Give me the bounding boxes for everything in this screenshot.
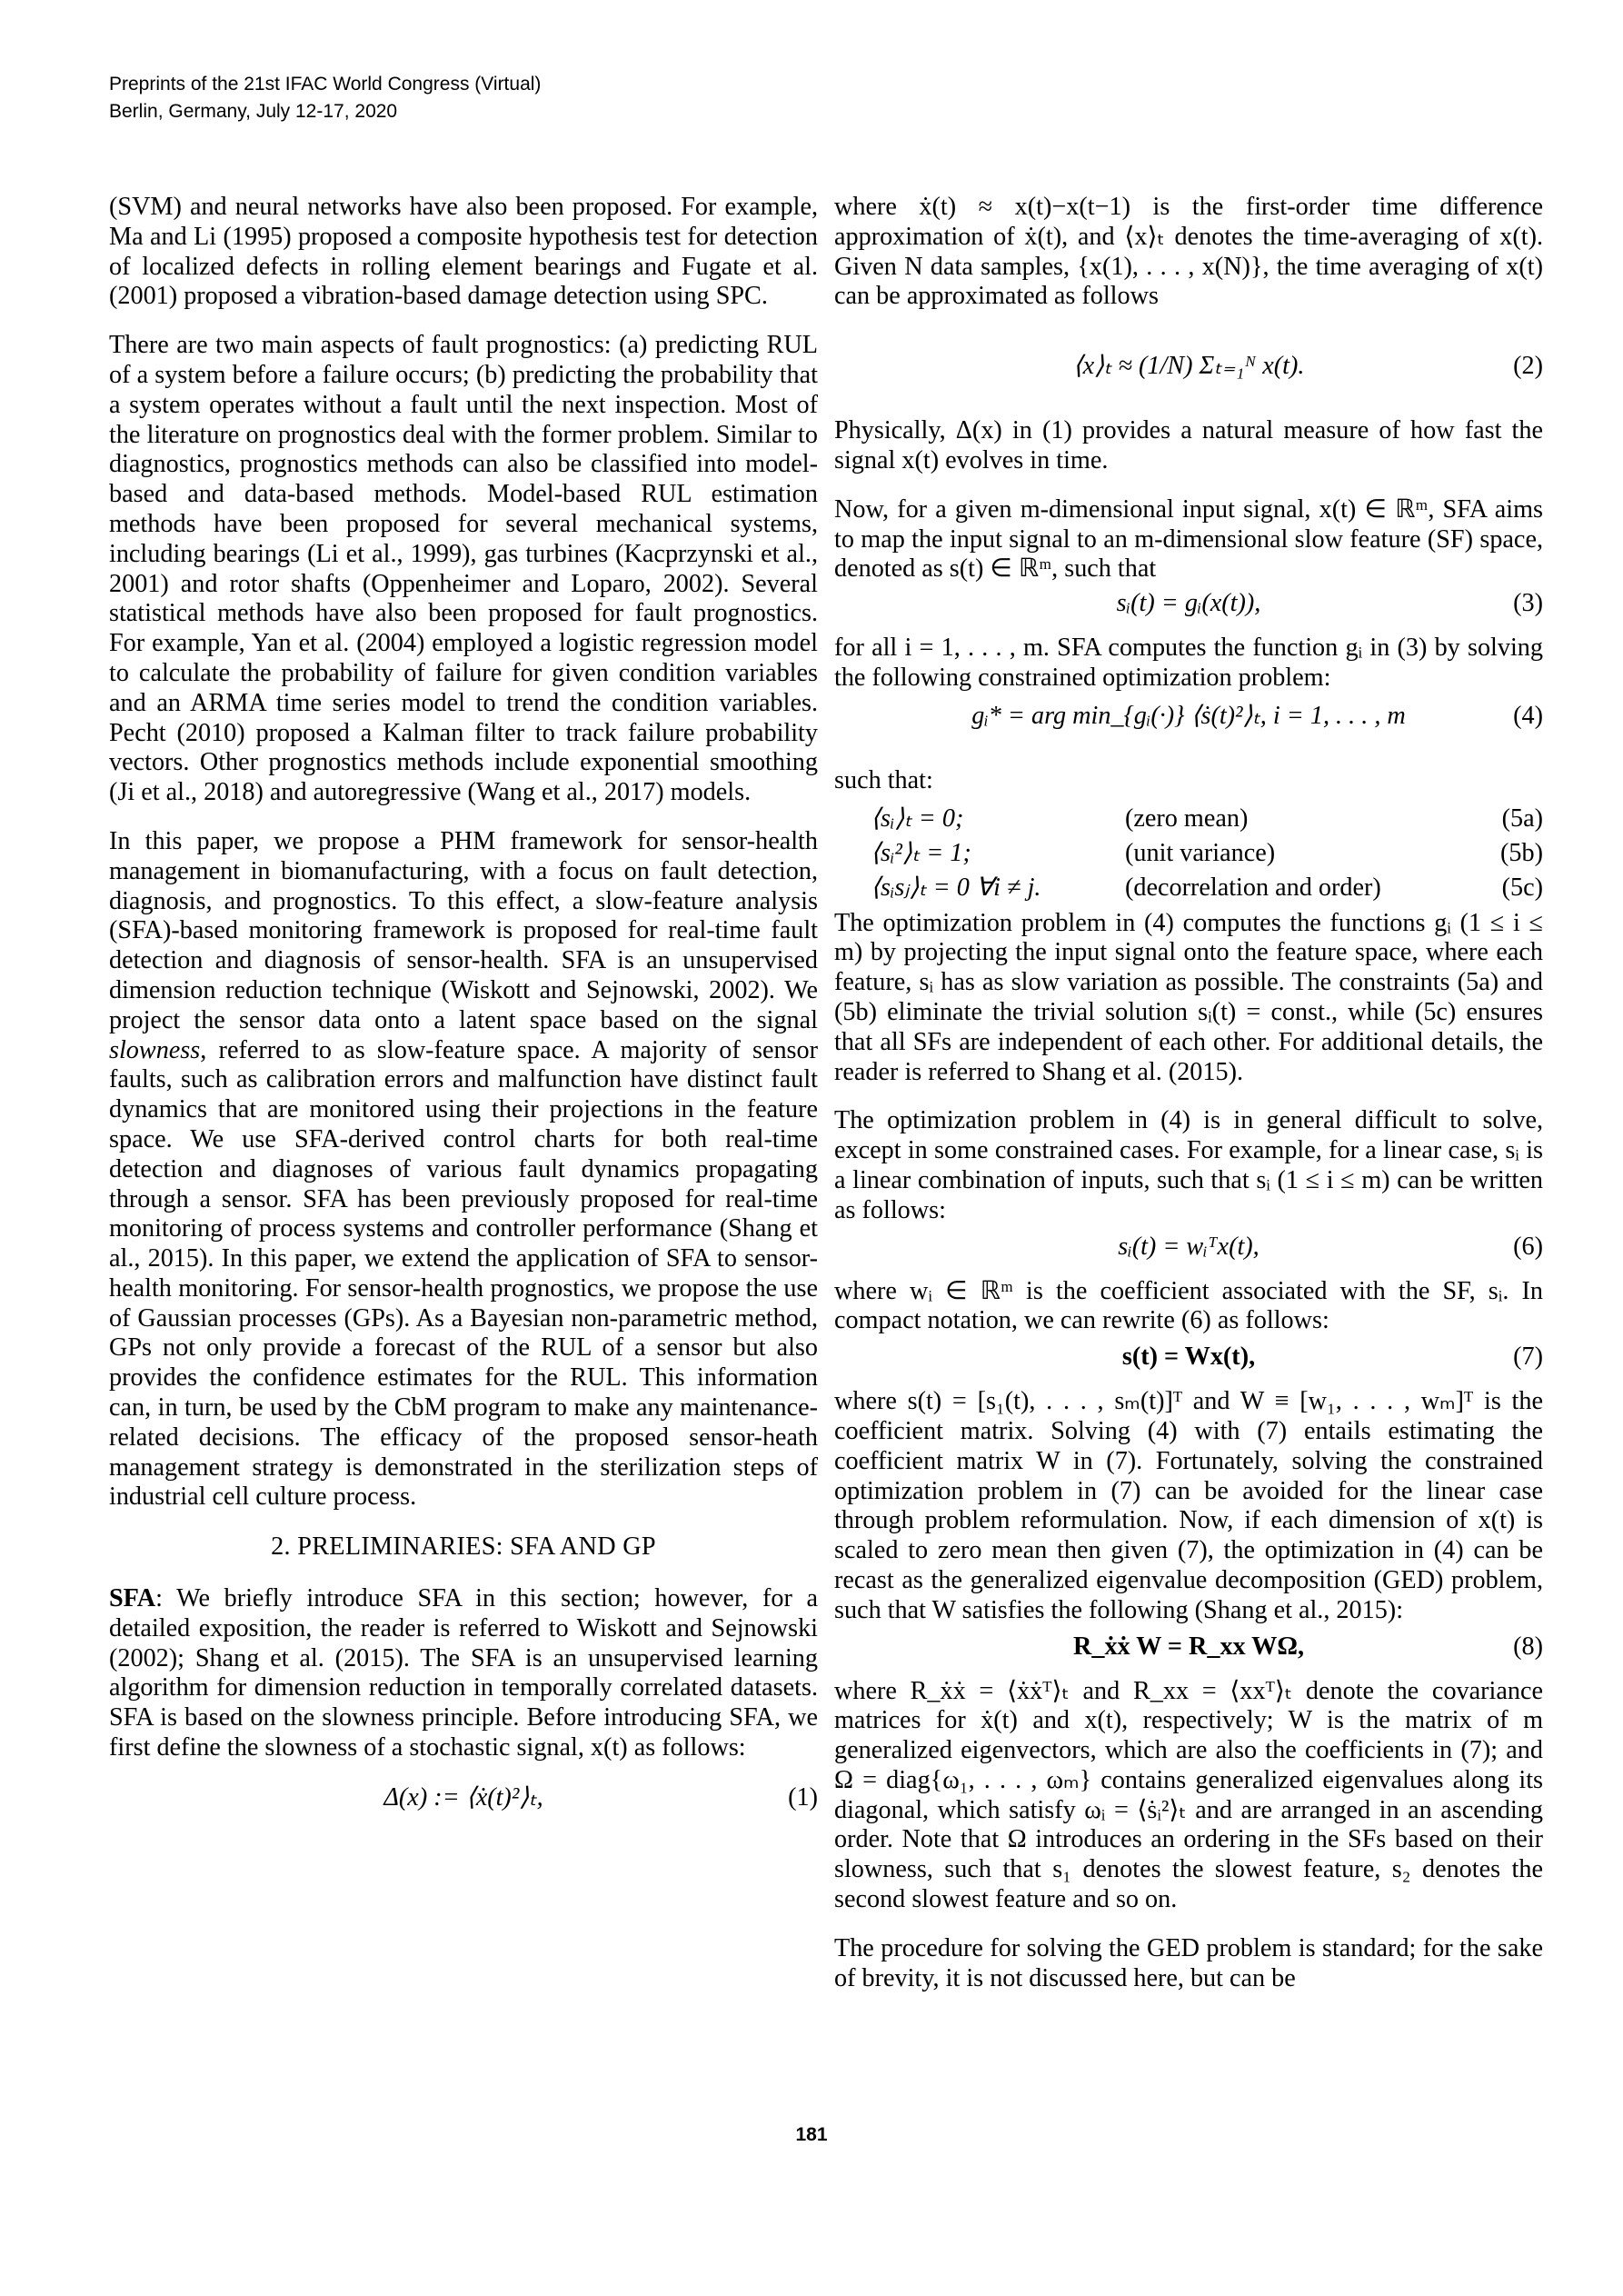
equation-number: (2) xyxy=(1513,352,1543,381)
paragraph: where wᵢ ∈ ℝᵐ is the coefficient associated with the SF, sᵢ. In compact notation, we can rewrite (6) as follows: xyxy=(834,1276,1543,1335)
constraint-5c: ⟨sᵢsⱼ⟩ₜ = 0 ∀i ≠ j. (decorrelation and order) (5c) xyxy=(871,873,1543,902)
paragraph: where s(t) = [s₁(t), . . . , sₘ(t)]ᵀ and W ≡ [w₁, . . . , wₘ]ᵀ is the coefficient matrix. Solving (4) with (7) entails estimating the coefficient matrix W in (7). Fortunately, solving the constrained optimization problem in (7) can be avoided for the linear case through problem reformulation. Now, if each dimension of x(t) is scaled to zero mean then given (7), the optimization in (4) can be recast as the generalized eigenvalue decomposition (GED) problem, such that W satisfies the following (Shang et al., 2015): xyxy=(834,1387,1543,1624)
section-heading: 2. PRELIMINARIES: SFA AND GP xyxy=(271,1532,656,1562)
paragraph: The optimization problem in (4) is in general difficult to solve, except in some constrained cases. For example, for a linear case, sᵢ is a linear combination of inputs, such that sᵢ (1 ≤ i ≤ m) can be written as follows: xyxy=(834,1106,1543,1224)
left-column xyxy=(109,193,818,1828)
equation-4: gᵢ* = arg min_{gᵢ(·)} ⟨ṡ(t)²⟩ₜ, i = 1, . . . , m (4) xyxy=(971,701,1543,730)
paragraph: Now, for a given m-dimensional input signal, x(t) ∈ ℝᵐ, SFA aims to map the input signal to an m-dimensional slow feature (SF) space, denoted as s(t) ∈ ℝᵐ, such that xyxy=(834,494,1543,584)
equation-number: (1) xyxy=(788,1782,818,1812)
paragraph: where R_ẋẋ = ⟨ẋẋᵀ⟩ₜ and R_xx = ⟨xxᵀ⟩ₜ denote the covariance matrices for ẋ(t) and x(t), respectively; W is the matrix of m generalized eigenvectors, which are also the coefficients in (7); and Ω = diag{ω₁, . . . , ωₘ} contains generalized eigenvalues along its diagonal, which satisfy ωᵢ = ⟨ṡᵢ²⟩ₜ and are arranged in an ascending order. Note that Ω introduces an ordering in the SFs based on their slowness, such that s₁ denotes the slowest feature, s₂ denotes the second slowest feature and so on. xyxy=(834,1676,1543,1914)
equation-number: (8) xyxy=(1513,1632,1543,1661)
equation-number: (3) xyxy=(1513,589,1543,618)
equation-8: R_ẋẋ W = R_xx WΩ, (8) xyxy=(1073,1632,1543,1661)
equation-3: sᵢ(t) = gᵢ(x(t)), (3) xyxy=(1116,589,1543,618)
paragraph: such that: xyxy=(834,765,933,794)
equation-2: ⟨x⟩ₜ ≈ (1/N) Σₜ₌₁ᴺ x(t). (2) xyxy=(834,331,1543,402)
conference-title: Preprints of the 21st IFAC World Congress (Virtual) xyxy=(109,74,542,95)
constraint-5b: ⟨sᵢ²⟩ₜ = 1; (unit variance) (5b) xyxy=(871,838,1543,867)
paragraph: Physically, Δ(x) in (1) provides a natural measure of how fast the signal x(t) evolves in time. xyxy=(834,416,1543,474)
equation-7: s(t) = Wx(t), (7) xyxy=(1121,1343,1543,1372)
equation-number: (7) xyxy=(1513,1343,1543,1372)
paragraph: There are two main aspects of fault prognostics: (a) predicting RUL of a system before a failure occurs; (b) predicting the probability that a system operates without a fault until the next inspection. Most of the literature on prognostics deal with the former problem. Similar to diagnostics, prognostics methods can also be classified into model-based and data-based methods. Model-based RUL estimation methods have been proposed for several mechanical systems, including bearings (Li et al., 1999), gas turbines (Kacprzynski et al., 2001) and rotor shafts (Oppenheimer and Loparo, 2002). Several statistical methods have also been proposed for fault prognostics. For example, Yan et al. (2004) employed a logistic regression model to calculate the probability of failure for given condition variables and an ARMA time series model to trend the condition variables. Pecht (2010) proposed a Kalman filter to track failure probability vectors. Other prognostics methods include exponential smoothing (Ji et al., 2018) and autoregressive (Wang et al., 2017) models. xyxy=(109,331,818,807)
right-column xyxy=(834,193,1543,2012)
emphasis: slowness xyxy=(109,1035,201,1064)
equation-1: Δ(x) := ⟨ẋ(t)²⟩ₜ, (1) xyxy=(383,1782,818,1812)
paragraph: In this paper, we propose a PHM framework for sensor-health management in biomanufacturing, with a focus on fault detection, diagnosis, and prognostics. To this effect, a slow-feature analysis (SFA)-based monitoring framework is proposed for real-time fault detection and diagnosis of sensor-health. SFA is an unsupervised dimension reduction technique (Wiskott and Sejnowski, 2002). We project the sensor data onto a latent space based on the signal slowness, referred to as slow-feature space. A majority of sensor faults, such as calibration errors and malfunction have distinct fault dynamics that are monitored using their projections in the feature space. We use SFA-derived control charts for both real-time detection and diagnoses of various fault dynamics propagating through a sensor. SFA has been previously proposed for real-time monitoring of process systems and controller performance (Shang et al., 2015). In this paper, we extend the application of SFA to sensor-health monitoring. For sensor-health prognostics, we propose the use of Gaussian processes (GPs). As a Bayesian non-parametric method, GPs not only provide a forecast of the RUL of a sensor but also provides the confidence estimates for the RUL. This information can, in turn, be used by the CbM program to make any maintenance-related decisions. The efficacy of the proposed sensor-heath management strategy is demonstrated in the sterilization steps of industrial cell culture process. xyxy=(109,826,818,1512)
page-number: 181 xyxy=(795,2124,828,2145)
paragraph: The optimization problem in (4) computes the functions gᵢ (1 ≤ i ≤ m) by projecting the input signal onto the feature space, where each feature, sᵢ has as slow variation as possible. The constraints (5a) and (5b) eliminate the trivial solution sᵢ(t) = const., while (5c) ensures that all SFs are independent of each other. For additional details, the reader is referred to Shang et al. (2015). xyxy=(834,908,1543,1086)
bold-term: SFA xyxy=(109,1584,156,1613)
paragraph: (SVM) and neural networks have also been proposed. For example, Ma and Li (1995) proposed a composite hypothesis test for detection of localized defects in rolling element bearings and Fugate et al. (2001) proposed a vibration-based damage detection using SPC. xyxy=(109,193,818,311)
page-header xyxy=(109,71,541,125)
equation-number: (6) xyxy=(1513,1232,1543,1261)
paragraph: SFA: We briefly introduce SFA in this section; however, for a detailed exposition, the reader is referred to Wiskott and Sejnowski (2002); Shang et al. (2015). The SFA is an unsupervised learning algorithm for dimension reduction in temporally correlated datasets. SFA is based on the slowness principle. Before introducing SFA, we first define the slowness of a stochastic signal, x(t) as follows: xyxy=(109,1584,818,1762)
paragraph: The procedure for solving the GED problem is standard; for the sake of brevity, it is not discussed here, but can be xyxy=(834,1933,1543,1992)
constraint-5a: ⟨sᵢ⟩ₜ = 0; (zero mean) (5a) xyxy=(871,804,1543,833)
equation-number: (4) xyxy=(1513,701,1543,730)
paragraph: where ẋ(t) ≈ x(t)−x(t−1) is the first-order time difference approximation of ẋ(t), and ⟨x⟩ₜ denotes the time-averaging of x(t). Given N data samples, {x(1), . . . , x(N)}, the time averaging of x(t) can be approximated as follows xyxy=(834,193,1543,311)
equation-6: sᵢ(t) = wᵢᵀx(t), (6) xyxy=(1118,1232,1543,1261)
paragraph: for all i = 1, . . . , m. SFA computes the function gᵢ in (3) by solving the following constrained optimization problem: xyxy=(834,634,1543,692)
conference-location: Berlin, Germany, July 12-17, 2020 xyxy=(109,101,398,122)
